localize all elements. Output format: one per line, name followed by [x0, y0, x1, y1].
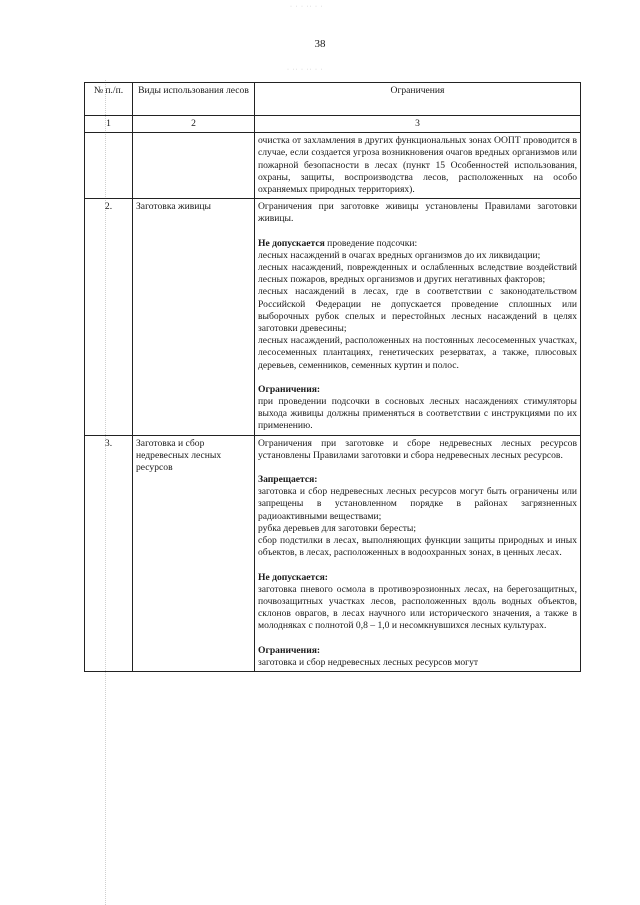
heading-bold: Запрещается:	[258, 474, 318, 486]
restriction-text: заготовка и сбор недревесных лесных ресурсов могут	[258, 656, 479, 668]
col-number: 2	[133, 116, 255, 133]
table-body	[85, 133, 581, 672]
restrictions-cell	[255, 435, 581, 671]
restriction-text: заготовка и сбор недревесных лесных ресурсов могут быть ограничены или запрещены в установленном порядке в районах загрязненных радиоактивными веществами;	[258, 486, 577, 522]
restrictions-cell	[255, 133, 581, 199]
restriction-text: лесных насаждений, расположенных на постоянных лесосеменных участках, лесосеменных плантациях, генетических резерватах, а также, плюсовых деревьев, семенников, семенных куртин и полос.	[258, 335, 577, 371]
restriction-heading	[258, 238, 577, 250]
usage-type: Заготовка живицы	[133, 199, 255, 435]
restriction-text: рубка деревьев для заготовки бересты;	[258, 522, 417, 534]
restriction-text: лесных насаждений в очагах вредных организмов до их ликвидации;	[258, 249, 541, 261]
header-type: Виды использования лесов	[133, 83, 255, 116]
table-row	[85, 133, 581, 199]
column-number-row	[85, 116, 581, 133]
page-number: 38	[314, 38, 326, 50]
restriction-text: сбор подстилки в лесах, выполняющих функции защиты природных и иных объектов, в лесах, расположенных в водоохранных зонах, в ценных лесах.	[258, 535, 577, 559]
restriction-heading	[258, 572, 577, 584]
restriction-text: Ограничения при заготовке живицы установлены Правилами заготовки живицы.	[258, 201, 577, 225]
usage-type	[133, 133, 255, 199]
restriction-text: лесных насаждений, поврежденных и ослабленных вследствие воздействий лесных пожаров, вредных организмов и других негативных факторов;	[258, 262, 577, 286]
heading-bold: Ограничения:	[258, 644, 321, 656]
restriction-heading	[258, 645, 577, 657]
row-number: 2.	[85, 199, 133, 435]
col-number: 3	[255, 116, 581, 133]
restriction-text: заготовка пневого осмола в противоэрозионных лесах, на берегозащитных, почвозащитных участках лесов, расположенных вдоль водных объектов, склонов оврагов, в лесах научного или исторического значения, а также в молодняках с полнотой 0,8 – 1,0 и несомкнувшихся лесных культурах.	[258, 583, 577, 632]
heading-rest: проведение подсочки:	[324, 237, 418, 249]
row-number	[85, 133, 133, 199]
restriction-text: Ограничения при заготовке и сборе недревесных лесных ресурсов установлены Правилами заготовки и сбора недревесных лесных ресурсов.	[258, 437, 577, 461]
header-num: № п./п.	[85, 83, 133, 116]
spacer	[258, 226, 577, 238]
table-header-row	[85, 83, 581, 116]
restriction-text: очистка от захламления в других функциональных зонах ООПТ проводится в случае, если создается угроза возникновения очагов вредных организмов или пожарной безопасности в лесах (пункт 15 Особенностей использования, охраны, защиты, воспроизводства лесов, расположенных на особо охраняемых природных территориях).	[258, 135, 577, 196]
heading-bold: Ограничения:	[258, 383, 321, 395]
restrictions-cell	[255, 199, 581, 435]
scan-noise-top: · · · ·· · ·	[290, 4, 324, 10]
table-row	[85, 199, 581, 435]
spacer	[258, 372, 577, 384]
table-row	[85, 435, 581, 671]
col-number: 1	[85, 116, 133, 133]
usage-type: Заготовка и сбор недревесных лесных ресурсов	[133, 435, 255, 671]
restriction-text: лесных насаждений в лесах, где в соответствии с законодательством Российской Федерации не допускается проведение сплошных или выборочных рубок спелых и перестойных лесных насаждений в целях заготовки древесины;	[258, 286, 577, 335]
restrictions-table	[84, 82, 581, 672]
heading-bold: Не допускается:	[258, 571, 328, 583]
row-number: 3.	[85, 435, 133, 671]
heading-bold: Не допускается	[258, 237, 325, 249]
scan-noise-mid: · ·· · ·· · ·	[287, 67, 324, 73]
spacer	[258, 633, 577, 645]
spacer	[258, 560, 577, 572]
restriction-heading	[258, 474, 577, 486]
spacer	[258, 462, 577, 474]
restriction-heading	[258, 384, 577, 396]
restriction-text: при проведении подсочки в сосновых лесных насаждениях стимуляторы выхода живицы должны применяться в соответствии с инструкциями по их применению.	[258, 396, 577, 432]
header-restrictions: Ограничения	[255, 83, 581, 116]
